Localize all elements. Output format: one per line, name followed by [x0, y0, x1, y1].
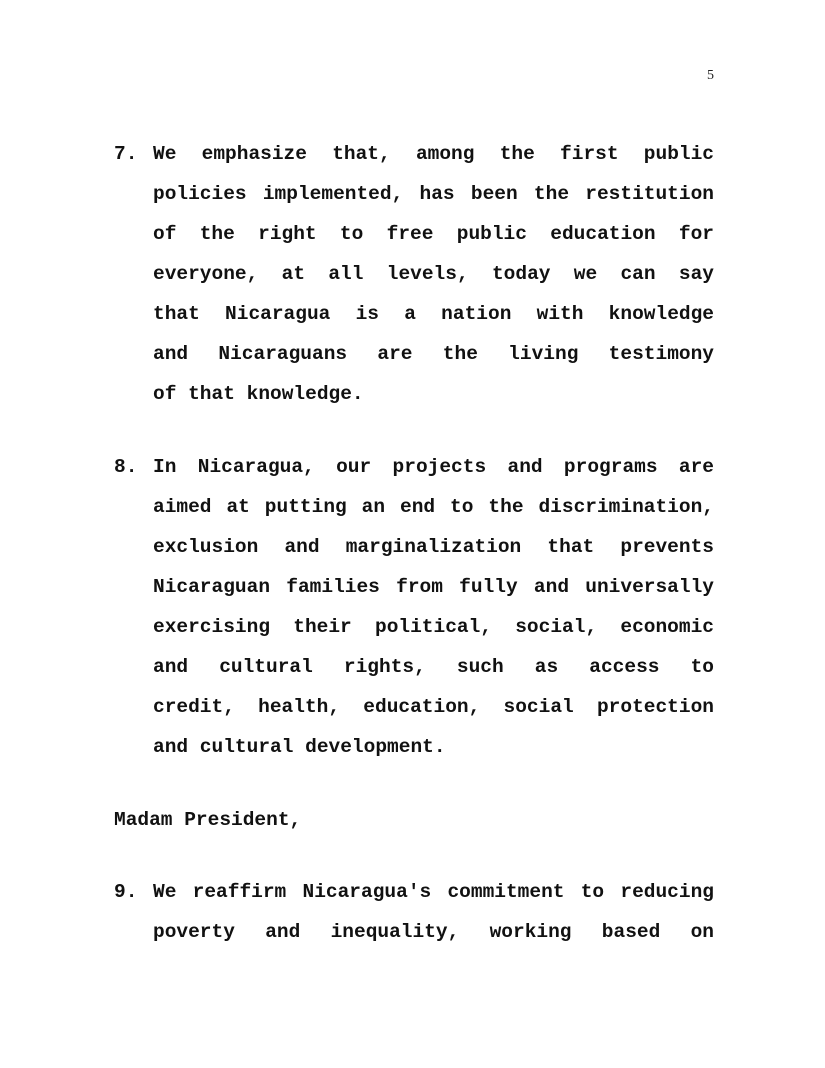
- paragraph-number: 8.: [114, 456, 138, 478]
- text-line: aimed at putting an end to the discrimination,: [153, 496, 714, 518]
- text-line: of the right to free public education for: [153, 223, 714, 245]
- text-line: policies implemented, has been the restitution: [153, 183, 714, 205]
- text-line: and cultural rights, such as access to: [153, 656, 714, 678]
- text-line: We emphasize that, among the first public: [153, 143, 714, 165]
- paragraph-body: [153, 134, 714, 414]
- page-number: 5: [707, 68, 714, 83]
- text-line: poverty and inequality, working based on: [153, 921, 714, 943]
- paragraph-9: [114, 872, 714, 952]
- paragraph-7: [114, 134, 714, 414]
- text-line: that Nicaragua is a nation with knowledge: [153, 303, 714, 325]
- paragraph-body: [153, 447, 714, 767]
- paragraph-body: [153, 872, 714, 952]
- paragraph-number: 9.: [114, 881, 138, 903]
- text-line: of that knowledge.: [153, 383, 364, 405]
- text-line: and cultural development.: [153, 736, 446, 758]
- paragraph-8: [114, 447, 714, 767]
- salutation: Madam President,: [114, 809, 302, 831]
- text-line: Nicaraguan families from fully and universally: [153, 576, 714, 598]
- text-line: exercising their political, social, economic: [153, 616, 714, 638]
- text-line: and Nicaraguans are the living testimony: [153, 343, 714, 365]
- text-line: everyone, at all levels, today we can say: [153, 263, 714, 285]
- text-line: In Nicaragua, our projects and programs are: [153, 456, 714, 478]
- paragraph-number: 7.: [114, 143, 138, 165]
- text-line: credit, health, education, social protection: [153, 696, 714, 718]
- text-line: exclusion and marginalization that prevents: [153, 536, 714, 558]
- text-line: We reaffirm Nicaragua's commitment to reducing: [153, 881, 714, 903]
